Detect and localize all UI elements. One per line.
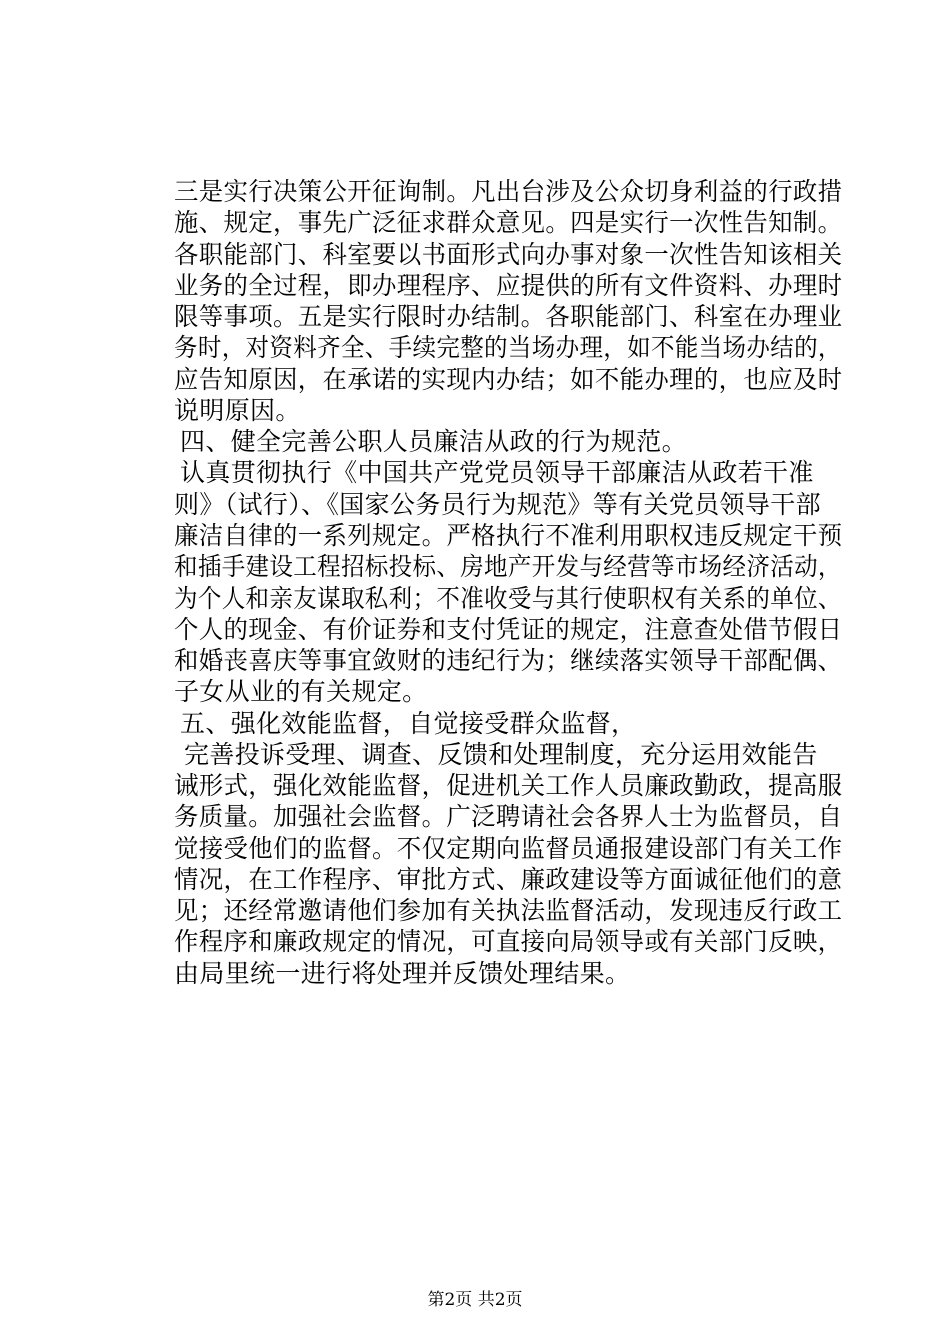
text-line: 各职能部门、科室要以书面形式向办事对象一次性告知该相关 [174,240,843,269]
text-line: 业务的全过程，即办理程序、应提供的所有文件资料、办理时 [174,271,843,300]
page-number-footer: 第2页 共2页 [427,1290,523,1310]
text-line: 应告知原因，在承诺的实现内办结；如不能办理的，也应及时 [174,365,843,394]
text-line: 完善投诉受理、调查、反馈和处理制度，充分运用效能告 [184,740,818,769]
text-line: 和婚丧喜庆等事宜敛财的违纪行为；继续落实领导干部配偶、 [174,646,843,675]
text-line: 诫形式，强化效能监督，促进机关工作人员廉政勤政，提高服 [174,771,843,800]
text-line: 则》（试行）、《国家公务员行为规范》等有关党员领导干部 [174,490,821,519]
text-line: 由局里统一进行将处理并反馈处理结果。 [174,959,631,988]
text-line: 说明原因。 [174,396,301,425]
text-line: 廉洁自律的一系列规定。严格执行不准利用职权违反规定干预 [174,521,843,550]
section-heading: 五、强化效能监督，自觉接受群众监督， [180,709,637,738]
text-line: 认真贯彻执行《中国共产党党员领导干部廉洁从政若干准 [180,458,814,487]
section-heading: 四、健全完善公职人员廉洁从政的行为规范。 [180,427,688,456]
text-line: 施、规定，事先广泛征求群众意见。四是实行一次性告知制。 [174,208,843,237]
text-line: 务质量。加强社会监督。广泛聘请社会各界人士为监督员，自 [174,802,843,831]
text-line: 情况，在工作程序、审批方式、廉政建设等方面诚征他们的意 [174,865,843,894]
text-line: 和插手建设工程招标投标、房地产开发与经营等市场经济活动， [174,552,842,581]
text-line: 三是实行决策公开征询制。凡出台涉及公众切身利益的行政措 [174,177,843,206]
text-line: 务时，对资料齐全、手续完整的当场办理，如不能当场办结的， [174,333,842,362]
text-line: 为个人和亲友谋取私利；不准收受与其行使职权有关系的单位、 [174,584,842,613]
text-line: 觉接受他们的监督。不仅定期向监督员通报建设部门有关工作 [174,834,843,863]
text-line: 个人的现金、有价证券和支付凭证的规定，注意查处借节假日 [174,615,843,644]
text-line: 子女从业的有关规定。 [174,677,428,706]
text-line: 限等事项。五是实行限时办结制。各职能部门、科室在办理业 [174,302,843,331]
text-line: 见；还经常邀请他们参加有关执法监督活动，发现违反行政工 [174,896,843,925]
text-line: 作程序和廉政规定的情况，可直接向局领导或有关部门反映， [174,927,843,956]
